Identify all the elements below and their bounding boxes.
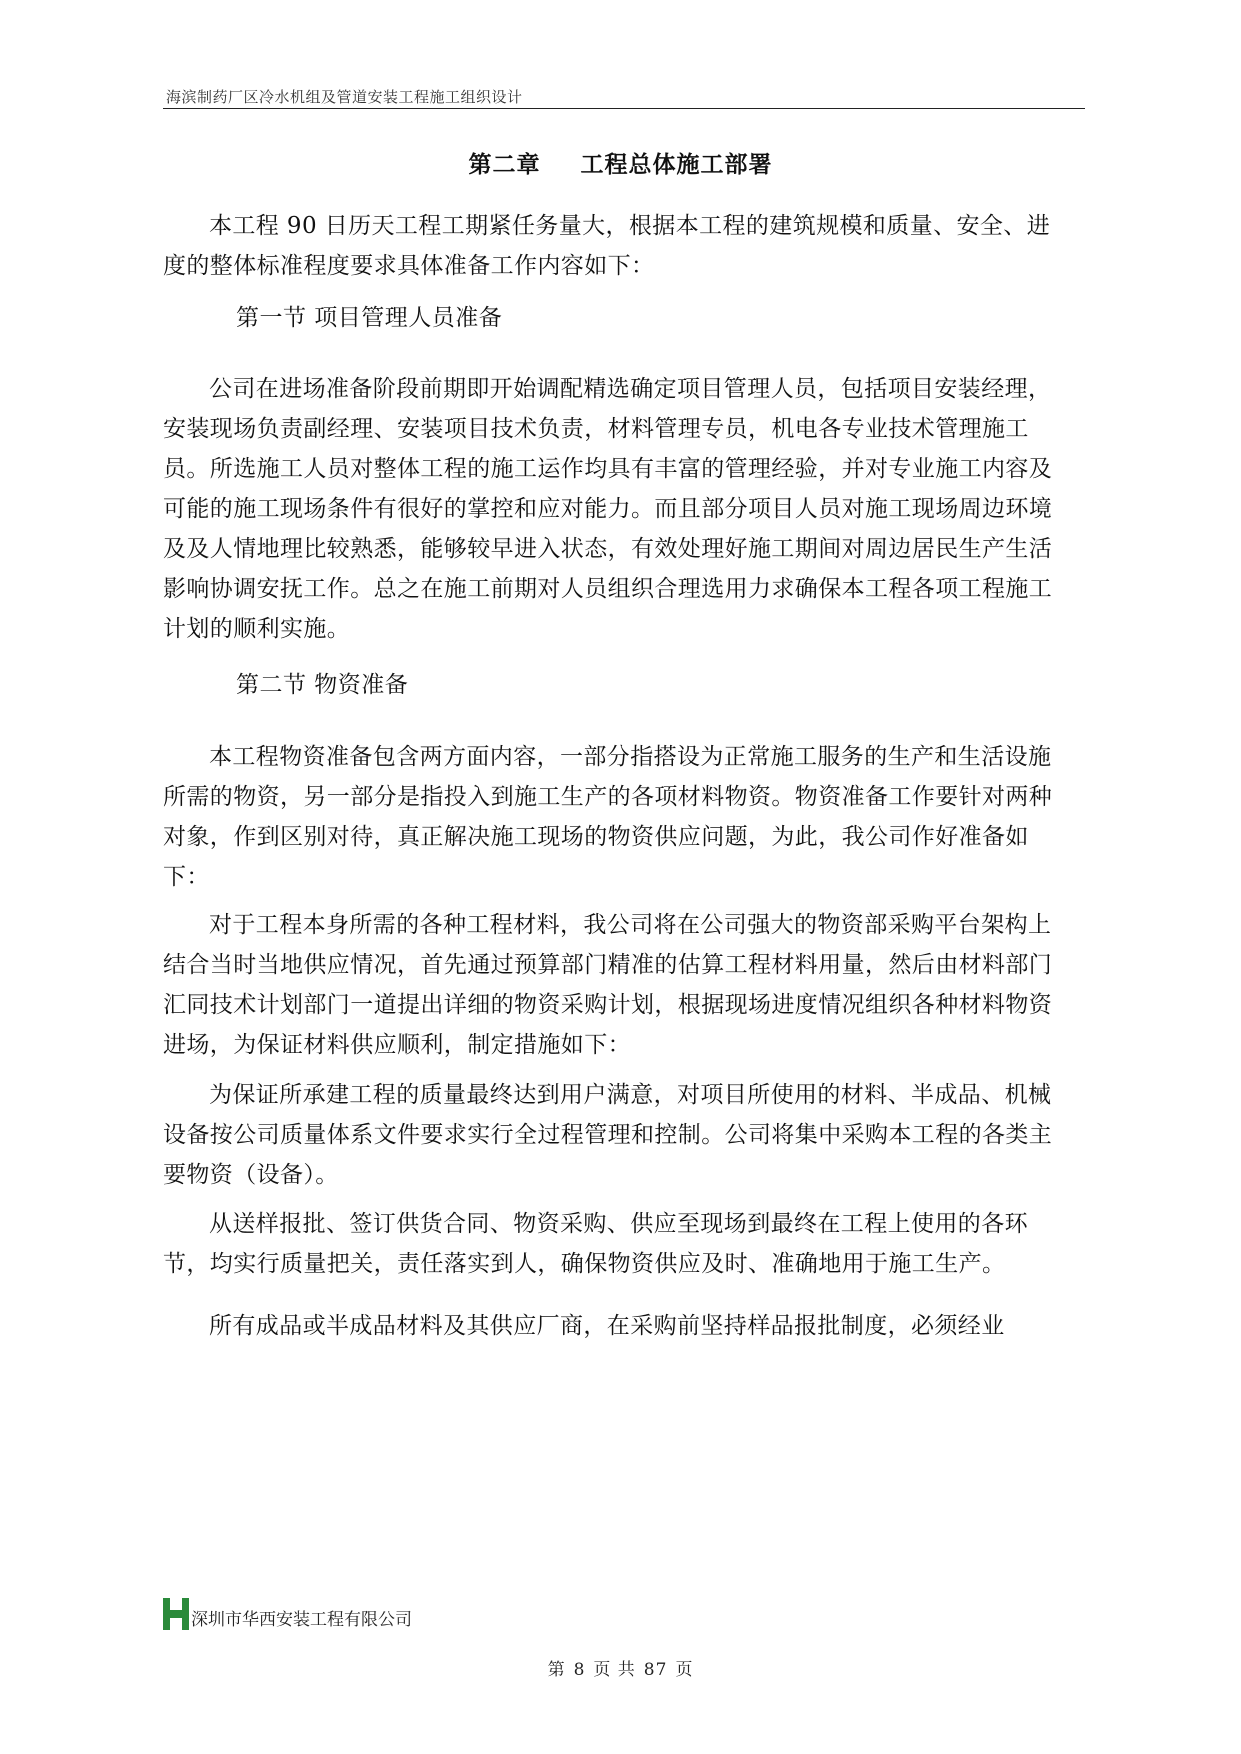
- page-mid: 页 共: [593, 1660, 636, 1680]
- section2-paragraph-3: 为保证所承建工程的质量最终达到用户满意，对项目所使用的材料、半成品、机械设备按公司质量体系文件要求实行全过程管理和控制。公司将集中采购本工程的各类主要物资（设备）。: [163, 1082, 1053, 1188]
- section2-paragraph-1: 本工程物资准备包含两方面内容，一部分指搭设为正常施工服务的生产和生活设施所需的物资，另一部分是指投入到施工生产的各项材料物资。物资准备工作要针对两种对象，作到区别对待，真正解决施工现场的物资供应问题，为此，我公司作好准备如下：: [163, 744, 1053, 890]
- page-suffix: 页: [675, 1660, 694, 1680]
- section2-paragraph-2: 对于工程本身所需的各种工程材料，我公司将在公司强大的物资部采购平台架构上结合当时当地供应情况，首先通过预算部门精准的估算工程材料用量，然后由材料部门汇同技术计划部门一道提出详细的物资采购计划，根据现场进度情况组织各种材料物资进场，为保证材料供应顺利，制定措施如下：: [163, 912, 1053, 1058]
- company-logo-icon: [163, 1598, 189, 1630]
- chapter-title: [0, 146, 1241, 179]
- section2-paragraph-4: 从送样报批、签订供货合同、物资采购、供应至现场到最终在工程上使用的各环节，均实行质量把关，责任落实到人，确保物资供应及时、准确地用于施工生产。: [163, 1211, 1028, 1277]
- section-heading-1: 第一节 项目管理人员准备: [236, 305, 503, 331]
- section2-paragraph-5: 所有成品或半成品材料及其供应厂商，在采购前坚持样品报批制度，必须经业: [209, 1313, 1005, 1339]
- section-heading-2: 第二节 物资准备: [236, 672, 409, 698]
- header-divider: [163, 108, 1085, 109]
- page-current: 8: [573, 1660, 586, 1680]
- company-name: 深圳市华西安装工程有限公司: [191, 1610, 412, 1630]
- footer-company: [163, 1598, 412, 1630]
- chapter-number: 第二章: [468, 151, 541, 178]
- chapter-name: 工程总体施工部署: [580, 151, 773, 178]
- intro-paragraph: 本工程 90 日历天工程工期紧任务量大，根据本工程的建筑规模和质量、安全、进度的整体标准程度要求具体准备工作内容如下：: [163, 213, 1051, 279]
- section1-paragraph: 公司在进场准备阶段前期即开始调配精选确定项目管理人员，包括项目安装经理，安装现场负责副经理、安装项目技术负责，材料管理专员，机电各专业技术管理施工员。所选施工人员对整体工程的施工运作均具有丰富的管理经验，并对专业施工内容及可能的施工现场条件有很好的掌控和应对能力。而且部分项目人员对施工现场周边环境及及人情地理比较熟悉，能够较早进入状态，有效处理好施工期间对周边居民生产生活影响协调安抚工作。总之在施工前期对人员组织合理选用力求确保本工程各项工程施工计划的顺利实施。: [163, 376, 1053, 642]
- page-number: [0, 1655, 1241, 1680]
- page-prefix: 第: [547, 1660, 566, 1680]
- page-total: 87: [643, 1660, 668, 1680]
- running-header: 海滨制药厂区冷水机组及管道安装工程施工组织设计: [166, 88, 523, 106]
